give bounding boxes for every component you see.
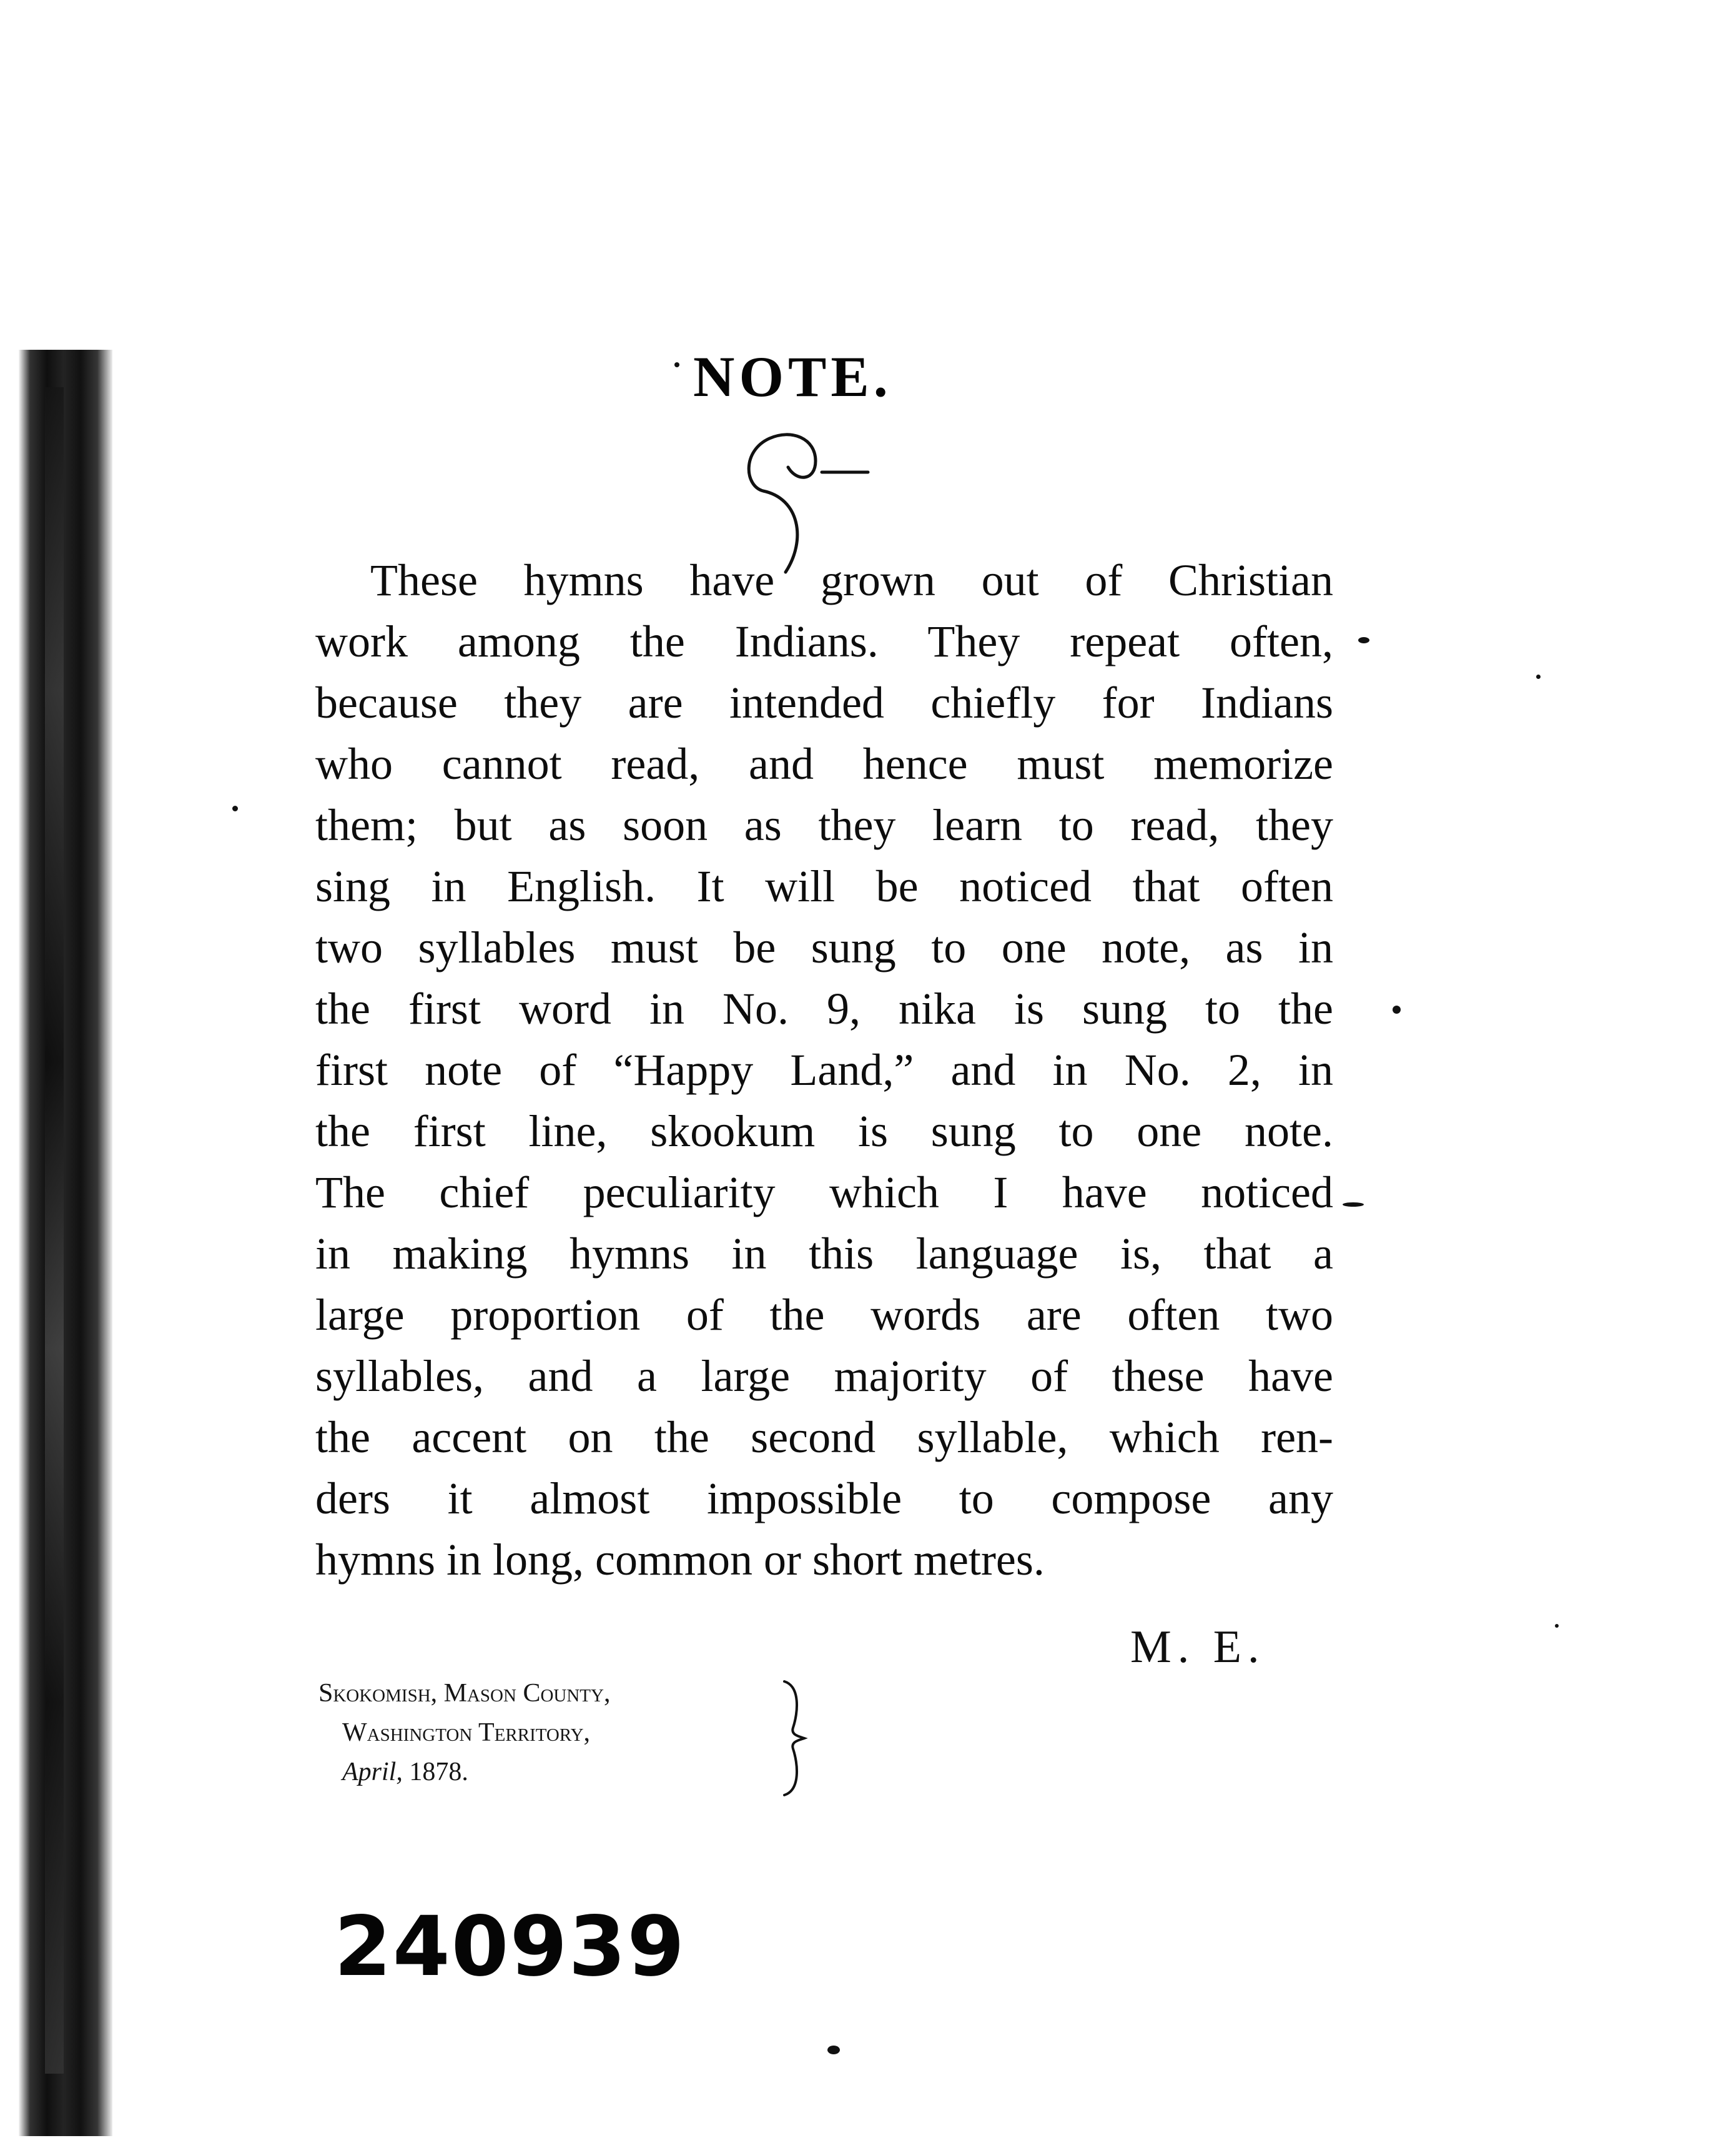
note-line: hymns in long, common or short metres.: [315, 1535, 1045, 1585]
note-line: syllables, and a large majority of these have: [315, 1351, 1333, 1401]
address-brace: [776, 1679, 816, 1798]
ink-speck: [1343, 1202, 1364, 1207]
address-line-1: Skokomish, Mason County,: [318, 1679, 611, 1708]
note-line: sing in English. It will be noticed that often: [315, 861, 1333, 911]
note-line: These hymns have grown out of Christian: [370, 555, 1333, 605]
address-date: [318, 1753, 831, 1792]
note-line: two syllables must be sung to one note, as in: [315, 923, 1333, 972]
ink-speck: [1555, 1624, 1559, 1628]
page-binding-shadow: [45, 387, 64, 2074]
ink-speck: [232, 806, 238, 811]
place-and-date: [318, 1674, 831, 1792]
ink-speck: [827, 2046, 840, 2054]
note-line: the accent on the second syllable, which ren-: [315, 1412, 1333, 1462]
ink-speck: [1358, 637, 1369, 643]
note-line: the first line, skookum is sung to one note.: [315, 1106, 1333, 1156]
date-month: April,: [342, 1758, 403, 1786]
note-line: first note of “Happy Land,” and in No. 2, in: [315, 1045, 1333, 1095]
note-line: the first word in No. 9, nika is sung to the: [315, 984, 1333, 1034]
note-line: The chief peculiarity which I have noticed: [315, 1167, 1333, 1217]
ink-speck: [674, 362, 679, 367]
note-line: in making hymns in this language is, that a: [315, 1229, 1333, 1279]
note-line: large proportion of the words are often two: [315, 1290, 1333, 1340]
note-line: who cannot read, and hence must memorize: [315, 739, 1333, 789]
catalog-number: 240939: [334, 1899, 686, 1995]
note-line: ders it almost impossible to compose any: [315, 1473, 1333, 1523]
address-line-2: Washington Territory,: [342, 1718, 591, 1747]
note-line: work among the Indians. They repeat often,: [315, 616, 1333, 666]
note-line: because they are intended chiefly for Indians: [315, 678, 1333, 728]
note-body: [315, 550, 1333, 1590]
ink-speck: [1536, 675, 1541, 679]
note-line: them; but as soon as they learn to read, they: [315, 800, 1333, 850]
author-signature: M. E.: [1130, 1621, 1266, 1673]
page-binding-edge: [19, 350, 112, 2136]
page-title: NOTE.: [693, 345, 892, 408]
date-year: 1878.: [409, 1758, 468, 1786]
ink-speck: [1393, 1006, 1401, 1014]
